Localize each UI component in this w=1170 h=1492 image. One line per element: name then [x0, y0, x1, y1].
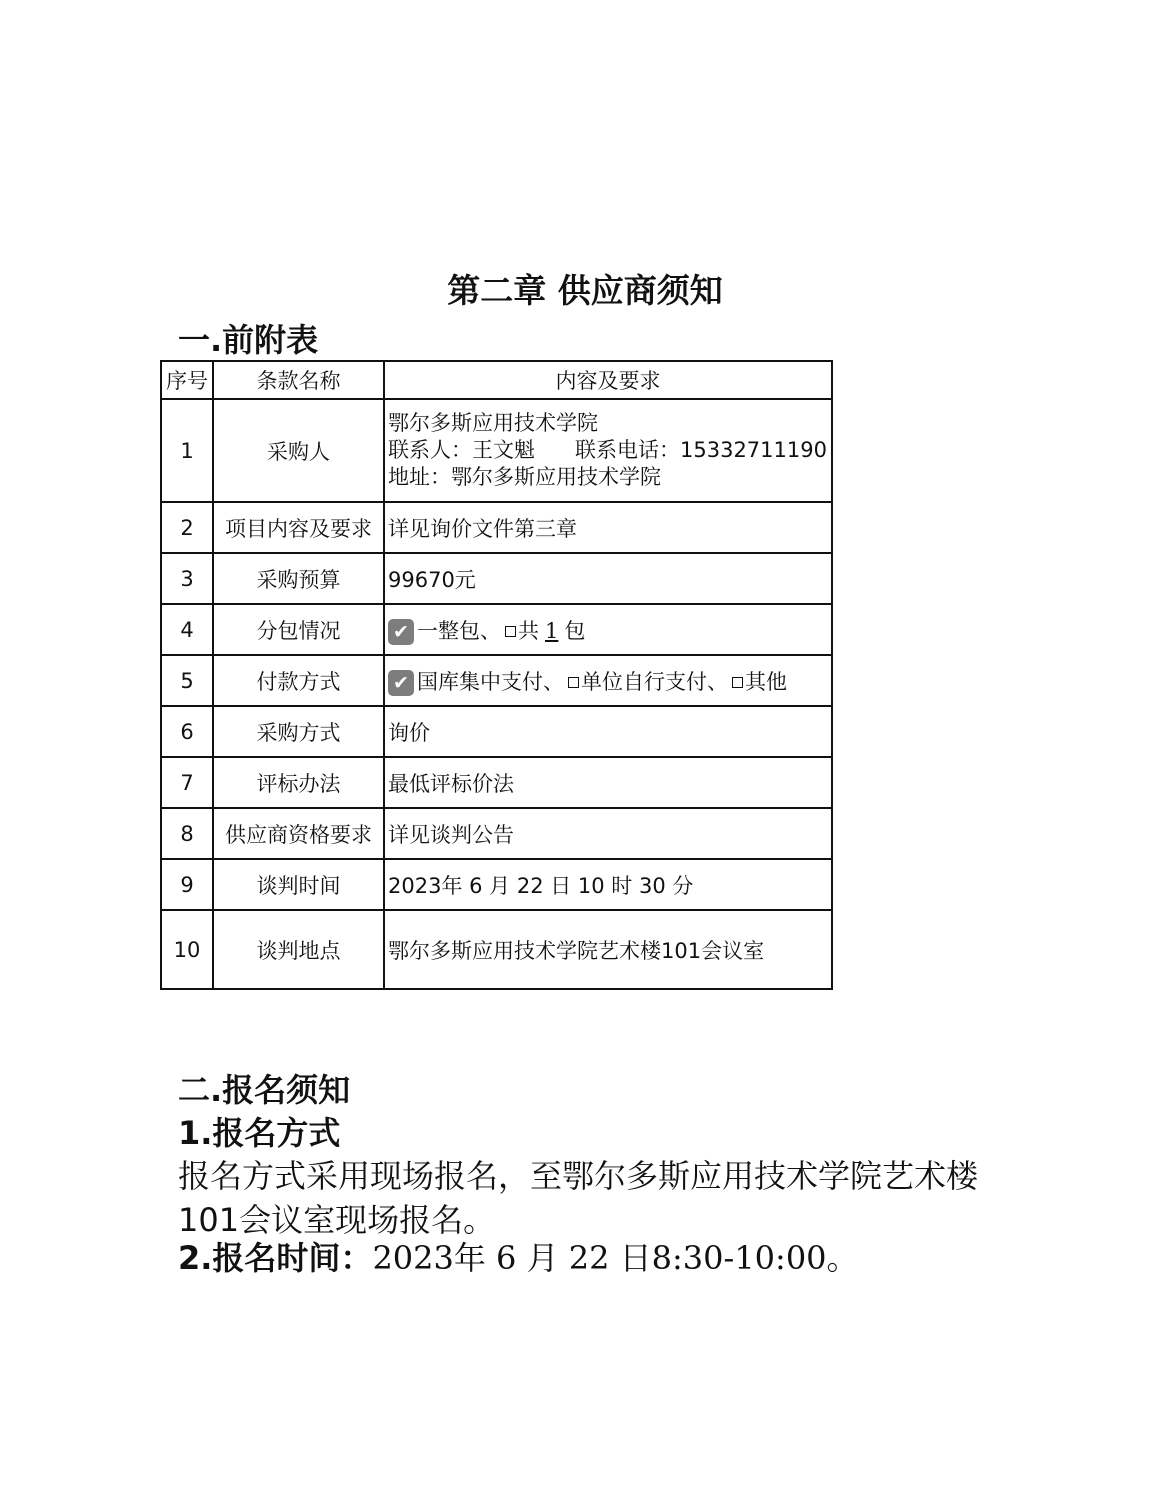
registration-time-value: 2023年 6 月 22 日8:30-10:00。	[372, 1239, 859, 1277]
row-name: 谈判时间	[213, 859, 384, 910]
row-content: 询价	[384, 706, 832, 757]
registration-method-text: 报名方式采用现场报名，至鄂尔多斯应用技术学院艺术楼101会议室现场报名。	[178, 1157, 979, 1239]
option-box-2: 其他	[745, 669, 787, 694]
row-content: 详见谈判公告	[384, 808, 832, 859]
row-content: 鄂尔多斯应用技术学院艺术楼101会议室	[384, 910, 832, 989]
registration-time-line	[178, 1238, 859, 1278]
option-box-1: 单位自行支付、	[581, 669, 728, 694]
row-name: 分包情况	[213, 604, 384, 655]
package-count: 1	[545, 618, 559, 643]
section-title-registration: 二.报名须知	[178, 1071, 351, 1109]
table-row	[161, 757, 832, 808]
table-row	[161, 859, 832, 910]
row-content	[384, 399, 832, 502]
row-no: 2	[161, 502, 213, 553]
row-no: 3	[161, 553, 213, 604]
row-name: 采购人	[213, 399, 384, 502]
row-name: 谈判地点	[213, 910, 384, 989]
contact-phone: 联系电话：15332711190	[575, 438, 827, 462]
header-name: 条款名称	[213, 361, 384, 399]
table-row	[161, 604, 832, 655]
registration-time-label: 2.报名时间：	[178, 1239, 373, 1277]
header-content: 内容及要求	[384, 361, 832, 399]
row-no: 8	[161, 808, 213, 859]
contact-person: 联系人：王文魁	[388, 438, 535, 462]
row-name: 付款方式	[213, 655, 384, 706]
table-row	[161, 808, 832, 859]
table-row	[161, 553, 832, 604]
chapter-title: 第二章 供应商须知	[447, 271, 723, 310]
row-name: 采购方式	[213, 706, 384, 757]
row-no: 4	[161, 604, 213, 655]
table-row	[161, 655, 832, 706]
row-name: 项目内容及要求	[213, 502, 384, 553]
row-no: 6	[161, 706, 213, 757]
empty-box-icon[interactable]	[732, 677, 743, 688]
row-content: 最低评标价法	[384, 757, 832, 808]
row-name: 供应商资格要求	[213, 808, 384, 859]
table-row	[161, 399, 832, 502]
section-title-front-table: 一.前附表	[178, 321, 319, 359]
option-tail: 包	[564, 618, 586, 643]
row-name: 评标办法	[213, 757, 384, 808]
table-row	[161, 910, 832, 989]
row-no: 10	[161, 910, 213, 989]
contact-line	[388, 437, 831, 464]
option-box: 共	[518, 618, 539, 643]
subsection-title-method: 1.报名方式	[178, 1114, 341, 1152]
empty-box-icon[interactable]	[505, 626, 516, 637]
table-row	[161, 502, 832, 553]
row-name: 采购预算	[213, 553, 384, 604]
option-checked: 一整包、	[417, 618, 501, 643]
table-header-row	[161, 361, 832, 399]
purchaser-name: 鄂尔多斯应用技术学院	[388, 411, 598, 435]
row-no: 5	[161, 655, 213, 706]
row-no: 7	[161, 757, 213, 808]
check-box-icon[interactable]: ✔	[388, 670, 414, 696]
row-content	[384, 655, 832, 706]
empty-box-icon[interactable]	[568, 677, 579, 688]
row-content	[384, 604, 832, 655]
check-box-icon[interactable]: ✔	[388, 619, 414, 645]
row-no: 1	[161, 399, 213, 502]
purchaser-address: 地址：鄂尔多斯应用技术学院	[388, 465, 661, 489]
header-no: 序号	[161, 361, 213, 399]
row-no: 9	[161, 859, 213, 910]
table-row	[161, 706, 832, 757]
option-checked: 国库集中支付、	[417, 669, 564, 694]
row-content: 2023年 6 月 22 日 10 时 30 分	[384, 859, 832, 910]
front-attachment-table	[160, 360, 833, 990]
row-content: 99670元	[384, 553, 832, 604]
row-content: 详见询价文件第三章	[384, 502, 832, 553]
